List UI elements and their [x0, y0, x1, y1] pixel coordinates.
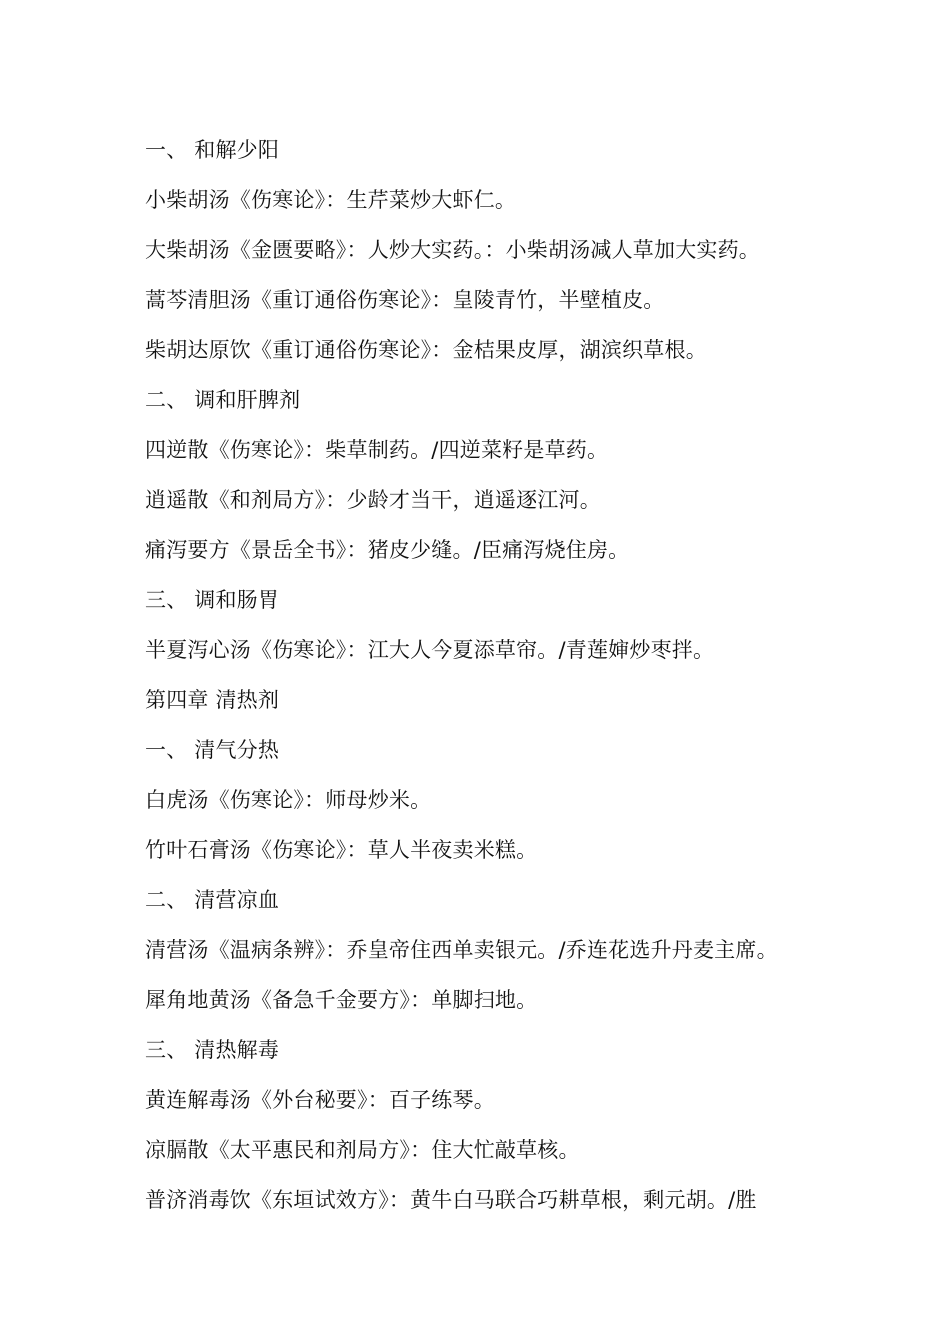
formula-line: 四逆散《伤寒论》：柴草制药。/四逆菜籽是草药。 — [145, 438, 609, 462]
document-body — [145, 129, 825, 1229]
formula-line: 蒿芩清胆汤《重订通俗伤寒论》：皇陵青竹，半壁植皮。 — [145, 288, 665, 312]
formula-line: 大柴胡汤《金匮要略》：人炒大实药。：小柴胡汤减人草加大实药。 — [145, 238, 760, 262]
formula-line: 半夏泻心汤《伤寒论》：江大人今夏添草帘。/青莲婶炒枣拌。 — [145, 638, 715, 662]
section-heading: 一、 清气分热 — [145, 738, 280, 762]
chapter-heading: 第四章 清热剂 — [145, 688, 280, 712]
formula-line: 柴胡达原饮《重订通俗伤寒论》：金桔果皮厚，湖滨织草根。 — [145, 338, 707, 362]
formula-line: 清营汤《温病条辨》：乔皇帝住西单卖银元。/乔连花选升丹麦主席。 — [145, 938, 778, 962]
formula-line: 痛泻要方《景岳全书》：猪皮少缝。/臣痛泻烧住房。 — [145, 538, 630, 562]
section-heading: 三、 调和肠胃 — [145, 588, 280, 612]
formula-line: 犀角地黄汤《备急千金要方》：单脚扫地。 — [145, 988, 538, 1012]
section-heading: 三、 清热解毒 — [145, 1038, 280, 1062]
formula-line: 普济消毒饮《东垣试效方》：黄牛白马联合巧耕草根，剩元胡。/胜 — [145, 1188, 757, 1212]
formula-line: 逍遥散《和剂局方》：少龄才当干，逍遥逐江河。 — [145, 488, 601, 512]
formula-line: 竹叶石膏汤《伤寒论》：草人半夜卖米糕。 — [145, 838, 538, 862]
formula-line: 凉膈散《太平惠民和剂局方》：住大忙敲草核。 — [145, 1138, 580, 1162]
formula-line: 白虎汤《伤寒论》：师母炒米。 — [145, 788, 432, 812]
section-heading: 二、 清营凉血 — [145, 888, 280, 912]
formula-line: 小柴胡汤《伤寒论》：生芹菜炒大虾仁。 — [145, 188, 517, 212]
section-heading: 一、 和解少阳 — [145, 138, 280, 162]
section-heading: 二、 调和肝脾剂 — [145, 388, 301, 412]
formula-line: 黄连解毒汤《外台秘要》：百子练琴。 — [145, 1088, 495, 1112]
